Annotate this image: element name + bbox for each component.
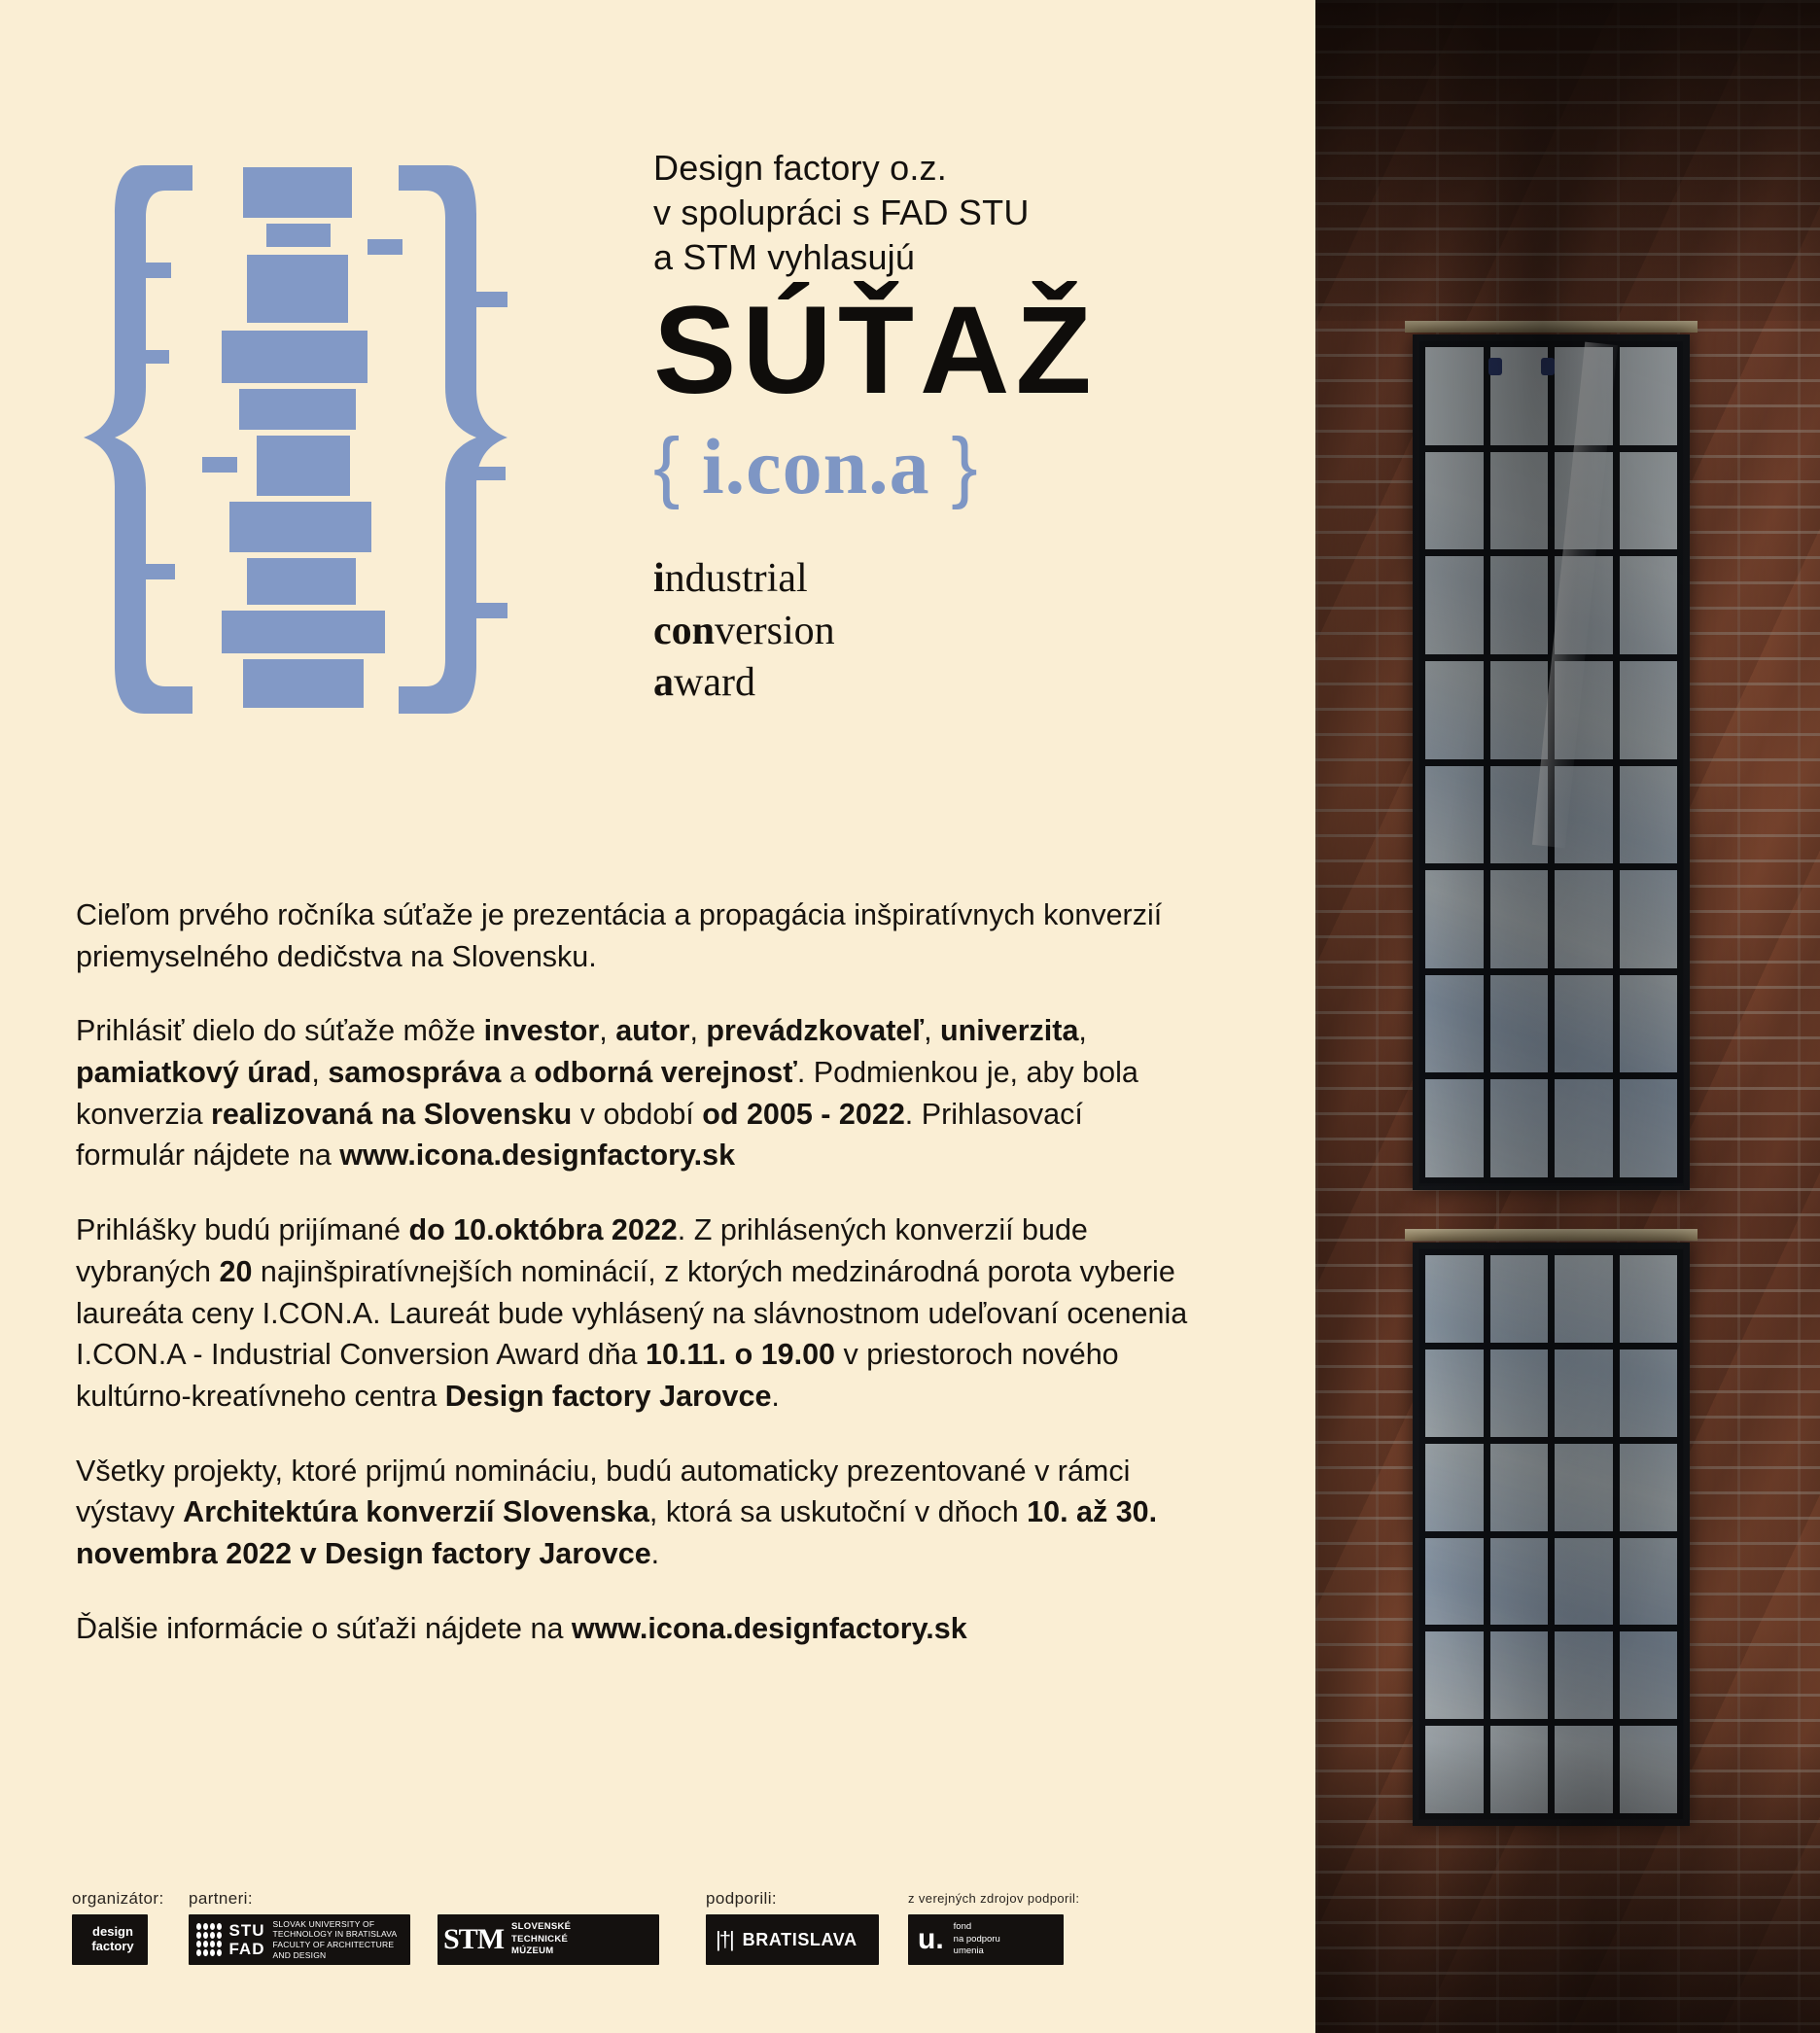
p2-seg-e: , [924,1014,941,1048]
expansion-line-award [653,657,1256,710]
stu-text-block [228,1921,264,1958]
design-factory-logo-line1: design [92,1924,133,1940]
fpu-sub-3: umenia [953,1945,984,1957]
p2-bold-investor: investor [483,1014,600,1048]
brand-name: i.con.a [701,421,930,510]
p4-seg-d: . [650,1536,660,1570]
design-factory-logo-line2: factory [91,1939,134,1953]
brand-expansion [653,553,1256,710]
expansion-bold-con: con [653,608,715,653]
p2-seg-k: . Prihlasovací formulár nájdete na [76,1097,1083,1173]
expansion-rest-3: ward [674,660,755,706]
bratislava-label: BRATISLAVA [742,1929,858,1949]
intro-line-3: a STM vyhlasujú [653,237,916,278]
p3-seg-a: Prihlášky budú prijímané [76,1213,409,1247]
body-copy [76,894,1194,1682]
p2-bold-odborna-verejnost: odborná verejnosť [534,1056,797,1090]
p3-seg-e: v priestoroch nového kultúrno-kreatívneho centra [76,1338,1119,1413]
stm-logo [438,1914,659,1965]
p3-seg-c: . Z prihlásených konverzií bude vybraných [76,1213,1088,1288]
intro-line-2: v spolupráci s FAD STU [653,193,1030,233]
p2-seg-i: . Podmienkou je, aby bola konverzia [76,1056,1138,1131]
p2-bold-website[interactable]: www.icona.designfactory.sk [339,1139,736,1173]
fpu-sub-2: na podporu [953,1933,1000,1945]
p2-bold-realizovana: realizovaná na Slovensku [211,1097,573,1131]
expansion-line-conversion [653,606,1256,658]
p5-seg-a: Ďalšie informácie o súťaži nájdete na [76,1611,572,1645]
label-supported: podporili: [706,1889,777,1908]
fad-label: FAD [228,1940,265,1958]
p5-bold-website[interactable]: www.icona.designfactory.sk [571,1611,967,1645]
stm-sub-3: MÚZEUM [511,1945,554,1957]
expansion-bold-i: i [653,555,665,601]
p2-seg-a: Prihlásiť dielo do súťaže môže [76,1014,484,1048]
p3-bold-ceremony-time: 10.11. o 19.00 [646,1338,836,1372]
brace-right-icon: } [951,421,979,510]
p2-bold-samosprava: samospráva [328,1056,502,1090]
stu-sub-1: SLOVAK UNIVERSITY OF [272,1918,375,1929]
p2-bold-univerzita: univerzita [940,1014,1079,1048]
brick-facade-photo [1315,0,1820,2033]
paragraph-exhibition [76,1451,1194,1575]
stm-subtitle-block [511,1921,571,1957]
design-factory-logo [72,1914,148,1965]
intro-lines [653,146,1256,280]
stm-monogram: STM [443,1923,505,1955]
p4-seg-a: Všetky projekty, ktoré prijmú nomináciu, budú automaticky prezentované v rámci výstavy [76,1454,1131,1529]
expansion-rest-2: version [715,608,835,653]
footer-logo-strip [72,1881,1268,1998]
p4-bold-exhibition-name: Architektúra konverzií Slovenska [183,1495,649,1529]
stu-dots-icon [196,1923,222,1956]
photo-bottom-shadow [1315,1741,1820,2033]
p3-seg-d: najinšpiratívnejších nominácií, z ktorých medzinárodná porota vyberie laureáta ceny I.CON.A. Laureát bude vyhlásený na slávnostnom udeľovaní ocenenia I.CON.A - Industrial Conversion Award dňa [76,1254,1188,1372]
bratislava-castle-icon: |†| [716,1927,733,1951]
paragraph-deadline [76,1209,1194,1417]
fpu-logo [908,1914,1064,1965]
p2-seg-d: , [689,1014,707,1048]
expansion-bold-a: a [653,660,674,706]
stu-sub-3: FACULTY OF ARCHITECTURE AND DESIGN [272,1940,395,1960]
p2-seg-g: , [311,1056,329,1090]
paragraph-goal [76,894,1194,977]
p2-seg-c: , [599,1014,616,1048]
paragraph-more-info [76,1608,1194,1650]
label-partners: partneri: [189,1889,253,1908]
bratislava-logo [706,1914,879,1965]
label-public-funds: z verejných zdrojov podporil: [908,1891,1080,1906]
label-organizer: organizátor: [72,1889,164,1908]
stm-sub-1: SLOVENSKÉ [511,1921,572,1933]
fpu-text-block [954,1921,1000,1957]
page-title: SÚŤAŽ [653,281,1098,421]
p3-bold-deadline: do 10.októbra 2022 [408,1213,678,1247]
p2-seg-h: a [501,1056,535,1090]
stu-label: STU [228,1920,265,1940]
p2-bold-pamiatkovy-urad: pamiatkový úrad [76,1056,312,1090]
icona-logo-mark [76,146,562,749]
expansion-line-industrial [653,553,1256,606]
brace-left-icon: { [653,421,682,510]
paragraph-goal-text: Cieľom prvého ročníka súťaže je prezentácia a propagácia inšpiratívnych konverzií priemyselného dedičstva na Slovensku. [76,898,1163,973]
p2-seg-j: v období [572,1097,703,1131]
p4-seg-c: , ktorá sa uskutoční v dňoch [648,1495,1028,1529]
brand-lockup [653,421,1256,512]
stu-sub-2: TECHNOLOGY IN BRATISLAVA [272,1929,398,1940]
expansion-rest-1: ndustrial [664,555,808,601]
p2-bold-period: od 2005 - 2022 [702,1097,905,1131]
photo-top-shadow [1315,0,1820,321]
fpu-monogram-icon: u. [918,1923,944,1955]
stu-fad-logo [189,1914,410,1965]
fpu-sub-1: fond [953,1921,972,1933]
p2-seg-f: , [1078,1014,1087,1048]
p4-bold-exhibition-dates: 10. až 30. novembra 2022 v Design factory Jarovce [76,1495,1158,1570]
heading-block [653,146,1256,710]
p2-bold-autor: autor [615,1014,690,1048]
p3-bold-count: 20 [219,1254,253,1288]
p3-seg-f: . [771,1379,780,1413]
paragraph-eligibility [76,1010,1194,1176]
stm-sub-2: TECHNICKÉ [511,1933,569,1945]
p3-bold-venue: Design factory Jarovce [444,1379,772,1413]
p2-bold-prevadzkovatel: prevádzkovateľ [706,1014,925,1048]
stu-subtitle-block [272,1919,410,1961]
intro-line-1: Design factory o.z. [653,148,947,188]
